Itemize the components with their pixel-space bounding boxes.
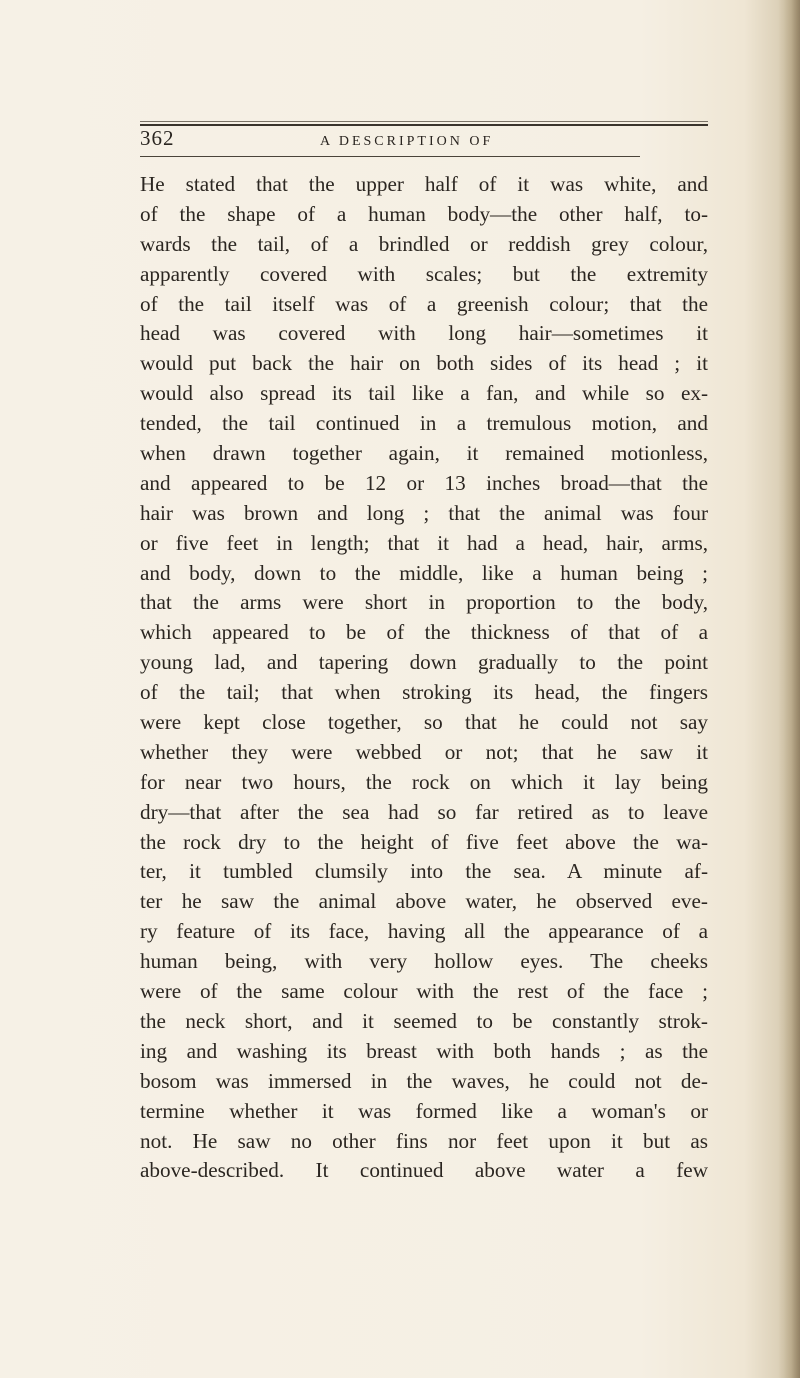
text-line: ry feature of its face, having all the appearance of a — [140, 919, 708, 944]
text-line: above-described. It continued above water a few — [140, 1158, 708, 1183]
page-edge-shadow — [778, 0, 800, 1378]
text-line: which appeared to be of the thickness of that of a — [140, 620, 708, 645]
text-line: head was covered with long hair—sometimes it — [140, 321, 708, 346]
text-line: of the shape of a human body—the other half, to- — [140, 201, 708, 226]
top-rule-thin — [140, 121, 708, 122]
running-title: A DESCRIPTION OF — [320, 134, 494, 149]
text-line: or five feet in length; that it had a head, hair, arms, — [140, 530, 708, 555]
text-line: not. He saw no other fins nor feet upon it but as — [140, 1128, 708, 1153]
text-line: when drawn together again, it remained motionless, — [140, 441, 708, 466]
text-line: bosom was immersed in the waves, he could not de- — [140, 1068, 708, 1093]
text-line: would put back the hair on both sides of its head ; it — [140, 351, 708, 376]
text-line: of the tail; that when stroking its head, the fingers — [140, 680, 708, 705]
text-line: would also spread its tail like a fan, and while so ex- — [140, 381, 708, 406]
text-line: tended, the tail continued in a tremulous motion, and — [140, 411, 708, 436]
text-line: dry—that after the sea had so far retired as to leave — [140, 799, 708, 824]
text-line: the rock dry to the height of five feet above the wa- — [140, 829, 708, 854]
text-line: hair was brown and long ; that the animal was four — [140, 500, 708, 525]
text-line: ter he saw the animal above water, he observed eve- — [140, 889, 708, 914]
text-line: apparently covered with scales; but the extremity — [140, 261, 708, 286]
text-line: young lad, and tapering down gradually to the point — [140, 650, 708, 675]
text-line: termine whether it was formed like a woman's or — [140, 1098, 708, 1123]
text-line: wards the tail, of a brindled or reddish grey colour, — [140, 231, 708, 256]
text-line: and appeared to be 12 or 13 inches broad—that the — [140, 470, 708, 495]
text-line: whether they were webbed or not; that he saw it — [140, 739, 708, 764]
text-line: that the arms were short in proportion to the body, — [140, 590, 708, 615]
header-rule — [140, 156, 640, 157]
text-line: were kept close together, so that he could not say — [140, 710, 708, 735]
body-text — [140, 170, 708, 1186]
text-line: and body, down to the middle, like a human being ; — [140, 560, 708, 585]
text-line: were of the same colour with the rest of the face ; — [140, 979, 708, 1004]
text-line: ter, it tumbled clumsily into the sea. A minute af- — [140, 859, 708, 884]
text-line: human being, with very hollow eyes. The cheeks — [140, 949, 708, 974]
page-number: 362 — [140, 126, 175, 150]
text-line: ing and washing its breast with both hands ; as the — [140, 1038, 708, 1063]
text-line: the neck short, and it seemed to be constantly strok- — [140, 1008, 708, 1033]
text-line: of the tail itself was of a greenish colour; that the — [140, 291, 708, 316]
text-line: for near two hours, the rock on which it lay being — [140, 769, 708, 794]
text-line: He stated that the upper half of it was white, and — [140, 172, 708, 196]
